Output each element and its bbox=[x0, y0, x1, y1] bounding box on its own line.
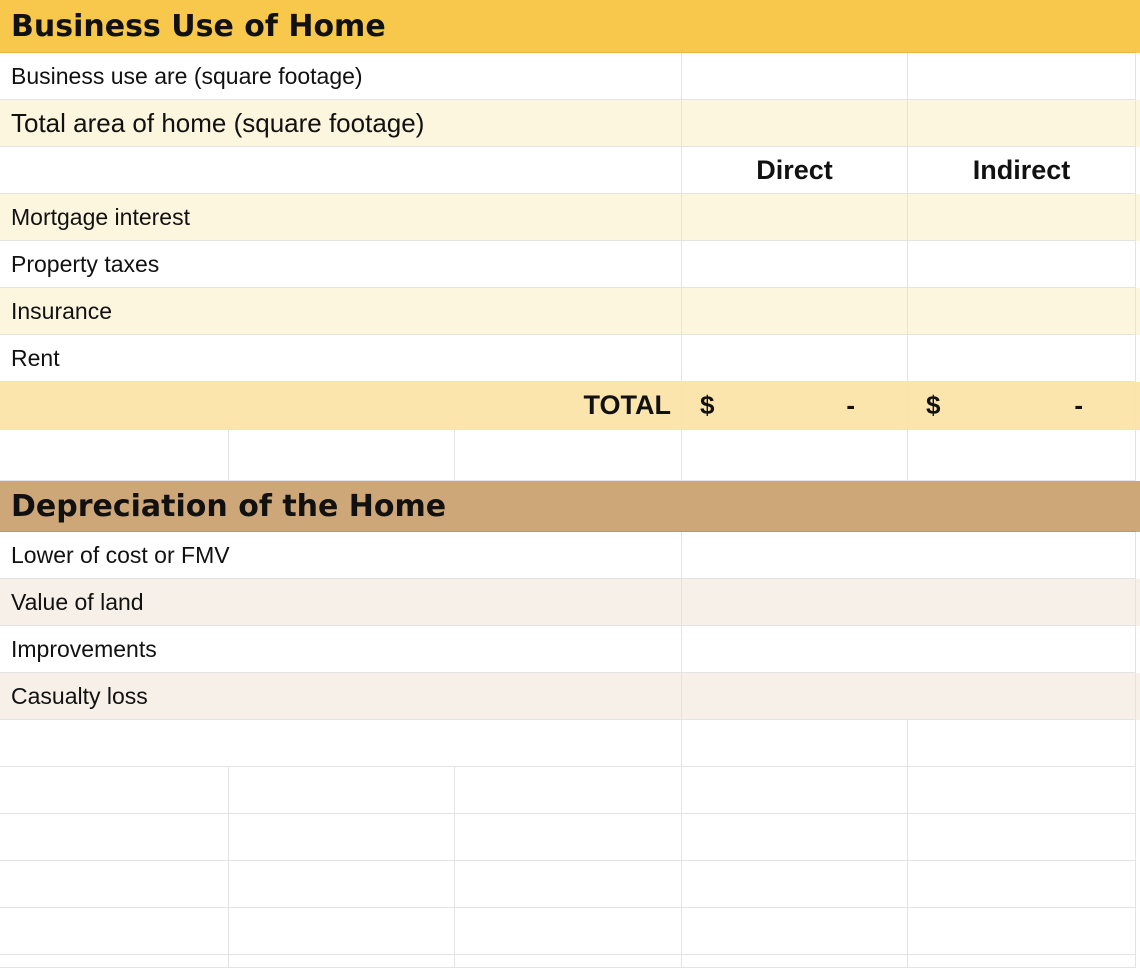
property-taxes-label: Property taxes bbox=[11, 250, 160, 277]
total-row bbox=[0, 382, 1140, 430]
mortgage-indirect-cell[interactable] bbox=[908, 194, 1136, 241]
empty-cell[interactable] bbox=[908, 767, 1136, 814]
empty-row bbox=[0, 814, 1140, 861]
total-area-row bbox=[0, 100, 1140, 147]
business-area-label-cell[interactable] bbox=[0, 53, 682, 100]
property-taxes-direct-cell[interactable] bbox=[682, 241, 908, 288]
lower-cost-value-cell[interactable] bbox=[682, 532, 1136, 579]
total-area-indirect-cell[interactable] bbox=[908, 100, 1136, 147]
total-indirect-cell[interactable] bbox=[908, 382, 1136, 430]
business-area-direct-cell[interactable] bbox=[682, 53, 908, 100]
empty-cell[interactable] bbox=[229, 814, 455, 861]
improvements-value-cell[interactable] bbox=[682, 626, 1136, 673]
total-area-label-cell[interactable] bbox=[0, 100, 682, 147]
direct-header-label: Direct bbox=[756, 154, 833, 185]
direct-column-header[interactable] bbox=[682, 147, 908, 194]
business-area-indirect-cell[interactable] bbox=[908, 53, 1136, 100]
rent-label: Rent bbox=[11, 344, 60, 371]
improvements-label-cell[interactable] bbox=[0, 626, 682, 673]
empty-row bbox=[0, 861, 1140, 908]
property-taxes-label-cell[interactable] bbox=[0, 241, 682, 288]
rent-indirect-cell[interactable] bbox=[908, 335, 1136, 382]
empty-cell[interactable] bbox=[229, 908, 455, 955]
empty-row bbox=[0, 720, 1140, 767]
empty-cell[interactable] bbox=[229, 955, 455, 968]
mortgage-direct-cell[interactable] bbox=[682, 194, 908, 241]
business-area-label: Business use are (square footage) bbox=[11, 62, 363, 89]
business-area-row bbox=[0, 53, 1140, 100]
empty-cell[interactable] bbox=[908, 955, 1136, 968]
empty-cell[interactable] bbox=[908, 720, 1136, 767]
lower-cost-row bbox=[0, 532, 1140, 579]
empty-row bbox=[0, 767, 1140, 814]
empty-cell[interactable] bbox=[682, 430, 908, 481]
empty-cell[interactable] bbox=[908, 814, 1136, 861]
empty-cell[interactable] bbox=[229, 430, 455, 481]
land-value-value-cell[interactable] bbox=[682, 579, 1136, 626]
indirect-header-label: Indirect bbox=[972, 154, 1071, 185]
property-taxes-row bbox=[0, 241, 1140, 288]
insurance-label: Insurance bbox=[11, 297, 113, 324]
empty-cell[interactable] bbox=[0, 767, 229, 814]
empty-cell[interactable] bbox=[682, 908, 908, 955]
mortgage-label-cell[interactable] bbox=[0, 194, 682, 241]
indirect-total-value: - bbox=[1074, 390, 1083, 420]
land-value-label: Value of land bbox=[11, 588, 144, 615]
casualty-label-cell[interactable] bbox=[0, 673, 682, 720]
spacer-row bbox=[0, 430, 1140, 481]
mortgage-label: Mortgage interest bbox=[11, 203, 190, 230]
property-taxes-indirect-cell[interactable] bbox=[908, 241, 1136, 288]
empty-cell[interactable] bbox=[455, 767, 682, 814]
rent-direct-cell[interactable] bbox=[682, 335, 908, 382]
insurance-indirect-cell[interactable] bbox=[908, 288, 1136, 335]
column-header-blank-cell[interactable] bbox=[0, 147, 682, 194]
direct-currency-symbol: $ bbox=[700, 390, 715, 420]
empty-cell[interactable] bbox=[229, 767, 455, 814]
empty-cell[interactable] bbox=[455, 430, 682, 481]
empty-cell[interactable] bbox=[455, 814, 682, 861]
casualty-row bbox=[0, 673, 1140, 720]
empty-cell[interactable] bbox=[908, 908, 1136, 955]
business-use-header-cell[interactable] bbox=[0, 0, 1136, 53]
empty-cell[interactable] bbox=[0, 861, 229, 908]
total-direct-cell[interactable] bbox=[682, 382, 908, 430]
improvements-label: Improvements bbox=[11, 635, 157, 662]
mortgage-row bbox=[0, 194, 1140, 241]
empty-row bbox=[0, 908, 1140, 955]
empty-cell[interactable] bbox=[0, 720, 682, 767]
casualty-label: Casualty loss bbox=[11, 682, 148, 709]
insurance-direct-cell[interactable] bbox=[682, 288, 908, 335]
empty-cell[interactable] bbox=[682, 720, 908, 767]
casualty-value-cell[interactable] bbox=[682, 673, 1136, 720]
empty-cell[interactable] bbox=[229, 861, 455, 908]
depreciation-header-cell[interactable] bbox=[0, 481, 1136, 532]
improvements-row bbox=[0, 626, 1140, 673]
rent-row bbox=[0, 335, 1140, 382]
indirect-currency-symbol: $ bbox=[926, 390, 941, 420]
empty-cell[interactable] bbox=[0, 430, 229, 481]
empty-row bbox=[0, 955, 1140, 968]
insurance-row bbox=[0, 288, 1140, 335]
depreciation-header-row bbox=[0, 481, 1140, 532]
total-area-label: Total area of home (square footage) bbox=[11, 107, 425, 138]
indirect-column-header[interactable] bbox=[908, 147, 1136, 194]
land-value-label-cell[interactable] bbox=[0, 579, 682, 626]
direct-total-value: - bbox=[846, 390, 855, 420]
total-label-cell[interactable] bbox=[0, 382, 682, 430]
insurance-label-cell[interactable] bbox=[0, 288, 682, 335]
empty-cell[interactable] bbox=[0, 955, 229, 968]
empty-cell[interactable] bbox=[455, 861, 682, 908]
empty-cell[interactable] bbox=[682, 861, 908, 908]
rent-label-cell[interactable] bbox=[0, 335, 682, 382]
business-use-title: Business Use of Home bbox=[11, 8, 386, 44]
empty-cell[interactable] bbox=[908, 861, 1136, 908]
lower-cost-label-cell[interactable] bbox=[0, 532, 682, 579]
empty-cell[interactable] bbox=[455, 955, 682, 968]
empty-cell[interactable] bbox=[908, 430, 1136, 481]
total-area-direct-cell[interactable] bbox=[682, 100, 908, 147]
lower-cost-label: Lower of cost or FMV bbox=[11, 541, 230, 568]
column-header-row bbox=[0, 147, 1140, 194]
empty-cell[interactable] bbox=[0, 814, 229, 861]
empty-cell[interactable] bbox=[455, 908, 682, 955]
total-label: TOTAL bbox=[583, 390, 671, 420]
empty-cell[interactable] bbox=[0, 908, 229, 955]
empty-cell[interactable] bbox=[682, 767, 908, 814]
depreciation-title: Depreciation of the Home bbox=[11, 488, 447, 524]
empty-cell[interactable] bbox=[682, 814, 908, 861]
business-use-header-row bbox=[0, 0, 1140, 53]
land-value-row bbox=[0, 579, 1140, 626]
empty-cell[interactable] bbox=[682, 955, 908, 968]
